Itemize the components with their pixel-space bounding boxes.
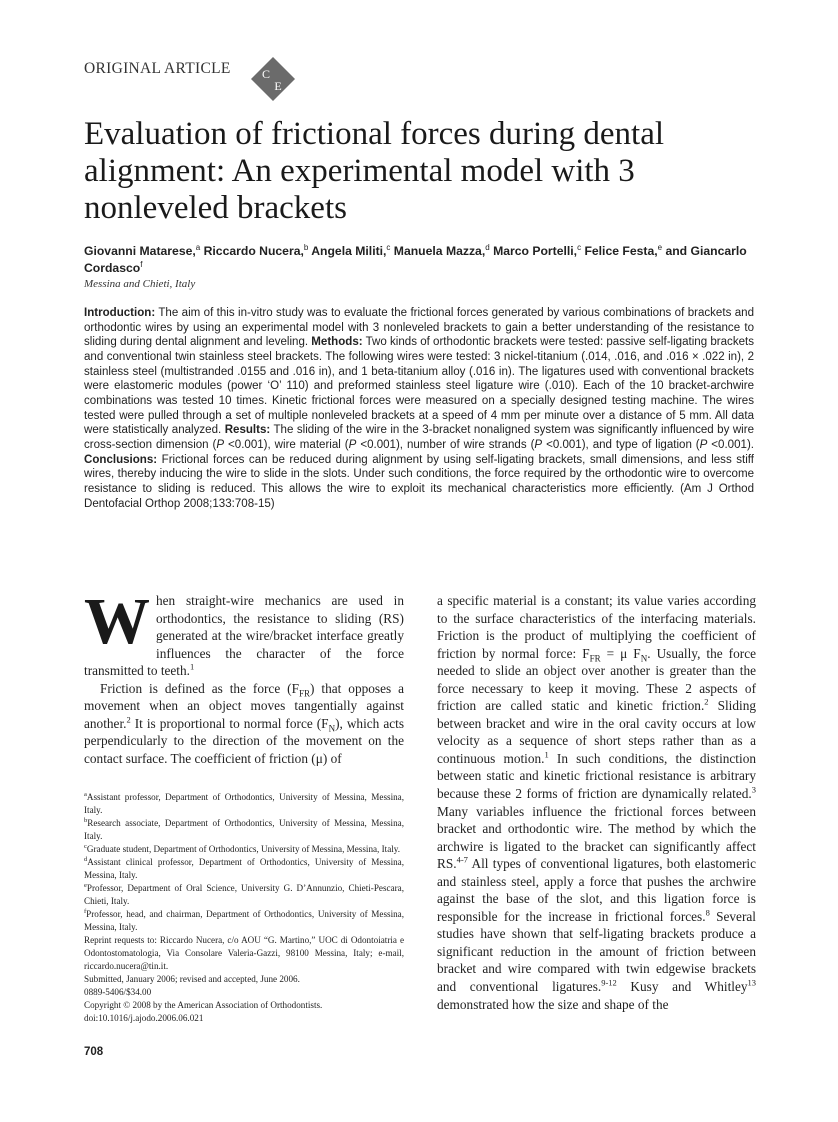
- citation-ref: 2: [704, 696, 709, 707]
- body-text: Many variables influence the frictional forces between bracket and orthodontic wire. The method by which the archwire is ligated to the bracket can significantly affect RS.: [437, 803, 756, 872]
- body-text: In such conditions, the distinction between static and kinetic frictional resistance is arbitrary because these 2 forms of friction are dynamically related.: [437, 750, 756, 802]
- p-symbol: P: [348, 438, 357, 451]
- copyright: Copyright © 2008 by the American Association of Orthodontists.: [84, 1000, 323, 1010]
- citation-ref: 13: [747, 977, 757, 988]
- footnote-mark: a: [84, 790, 87, 798]
- ce-logo-letter-c: C: [261, 67, 271, 81]
- footnote-text: Professor, Department of Oral Science, University G. D’Annunzio, Chieti-Pescara, Chieti, Italy.: [84, 883, 404, 906]
- author-affil-mark: f: [140, 259, 143, 269]
- reprint-requests: Reprint requests to: Riccardo Nucera, c/o AOU “G. Martino,” UOC di Odontoiatria e Odontostomatologia, Via Consolare Valeria-Gazzi, 98100 Messina, Italy; e-mail, riccardo.nucera@tin.it.: [84, 935, 404, 971]
- footnote-text: Assistant professor, Department of Orthodontics, University of Messina, Messina, Italy.: [84, 792, 404, 815]
- footnote-text: Graduate student, Department of Orthodontics, University of Messina, Messina, Italy.: [86, 844, 401, 854]
- abstract-results-label: Results:: [224, 424, 271, 437]
- body-text: All types of conventional ligatures, both elastomeric and stainless steel, apply a force that pushes the archwire against the base of the slot, and this ligation force is responsible for the increase in frictional forces.: [437, 856, 756, 924]
- abstract-introduction: The aim of this in-vitro study was to evaluate the frictional forces generated by various combinations of brackets and orthodontic wires by using an experimental model with 3 nonleveled brackets to gain a better understanding of the resistance to sliding during dental alignment and leveling.: [84, 307, 754, 349]
- author-affil-mark: c: [577, 242, 582, 252]
- footnote-text: Assistant clinical professor, Department of Orthodontics, University of Messina, Messina, Italy.: [84, 857, 404, 880]
- abstract-results: <0.001), and type of ligation (: [542, 438, 700, 451]
- footnote: [84, 856, 404, 882]
- ce-logo-letter-e: E: [274, 79, 282, 93]
- author-affil-mark: b: [303, 242, 309, 252]
- author-name: Manuela Mazza,: [390, 244, 486, 258]
- page-number: 708: [84, 1046, 104, 1058]
- body-text: ) that opposes a movement when an object moves tangentially against another.: [84, 680, 404, 731]
- submission-dates: Submitted, January 2006; revised and accepted, June 2006.: [84, 974, 300, 984]
- author-affil-mark: a: [195, 242, 201, 252]
- article-title: Evaluation of frictional forces during dental alignment: An experimental model with 3 nonleveled brackets: [84, 116, 665, 226]
- ce-logo-diamond: [251, 57, 295, 101]
- issn: 0889-5406/$34.00: [84, 987, 152, 997]
- footnote-mark: b: [84, 816, 88, 824]
- author-affil-mark: e: [657, 242, 663, 252]
- footnote-mark: c: [84, 842, 87, 850]
- footnote: [84, 791, 404, 817]
- abstract-introduction-label: Introduction:: [84, 307, 156, 319]
- section-label: ORIGINAL ARTICLE: [84, 60, 231, 77]
- footnote-text: Professor, head, and chairman, Department of Orthodontics, University of Messina, Messina, Italy.: [84, 909, 404, 932]
- subscript: FR: [589, 653, 601, 664]
- footnote: [84, 843, 404, 856]
- footnote-mark: d: [84, 855, 88, 863]
- footnote-mark: f: [84, 907, 87, 915]
- author-affil-mark: d: [485, 242, 490, 252]
- abstract: [84, 306, 754, 511]
- abstract-results: <0.001), number of wire strands (: [356, 438, 535, 451]
- author-name: Felice Festa,: [581, 244, 658, 258]
- citation-ref: 9-12: [601, 977, 617, 988]
- footnote: [84, 908, 404, 934]
- abstract-results: The sliding of the wire in the 3-bracket nonaligned system was significantly influenced by wire cross-section dimension (: [84, 424, 755, 451]
- citation-ref: 3: [751, 784, 756, 795]
- body-paragraph: [437, 592, 756, 1013]
- author-name: Marco Portelli,: [489, 244, 578, 258]
- affiliation-location: Messina and Chieti, Italy: [84, 278, 196, 290]
- author-name: Riccardo Nucera,: [200, 244, 304, 258]
- footnote: [84, 882, 404, 908]
- author-list: [84, 243, 764, 277]
- author-affil-mark: c: [386, 242, 391, 252]
- subscript: N: [640, 653, 648, 664]
- citation-ref: 1: [544, 749, 549, 760]
- abstract-conclusions: Frictional forces can be reduced during alignment by using self-ligating brackets, small dimensions, and less stiff wires, thereby inducing the wire to slide in the slots. Under such conditions, the force required by the orthodontic wire to overcome resistance to sliding is reduced. This allows the wire to exploit its mechanical characteristics more efficiently. (Am J Orthod Dentofacial Orthop 2008;133:708-15): [84, 453, 754, 510]
- p-symbol: P: [534, 438, 543, 451]
- subscript: FR: [299, 688, 311, 699]
- footnotes: [84, 791, 404, 1025]
- body-text: ), which acts perpendicularly to the direction of the movement on the contact surface. The coefficient of friction (μ) of: [84, 715, 404, 766]
- footnote-text: Research associate, Department of Orthodontics, University of Messina, Messina, Italy.: [84, 818, 404, 841]
- body-paragraph: [84, 585, 404, 680]
- body-text: Friction is defined as the force (F: [100, 680, 300, 696]
- body-text: = μ F: [600, 645, 641, 661]
- body-text: It is proportional to normal force (F: [130, 715, 329, 731]
- body-column-right: [437, 592, 756, 1013]
- body-text: hen straight-wire mechanics are used in orthodontics, the resistance to sliding (RS) generated at the wire/bracket interface greatly influences the character of the force transmitted to teeth.: [84, 593, 404, 679]
- doi: doi:10.1016/j.ajodo.2006.06.021: [84, 1013, 204, 1023]
- abstract-conclusions-label: Conclusions:: [84, 453, 158, 466]
- body-column-left: [84, 585, 404, 767]
- body-text: demonstrated how the size and shape of the: [437, 996, 669, 1012]
- ce-logo: [250, 56, 296, 102]
- body-text: . Usually, the force needed to slide an object over another is greater than the force necessary to keep it moving. These 2 aspects of friction are called static and kinetic friction.: [437, 645, 756, 714]
- author-name: and Giancarlo Cordasco: [84, 244, 747, 275]
- body-text: Sliding between bracket and wire in the oral cavity occurs at low velocity as a sequence of short steps rather than as a continuous motion.: [437, 698, 756, 766]
- body-text: a specific material is a constant; its value varies according to the surface characteristics of the interfacing materials. Friction is the product of multiplying the coefficient of friction by normal force: F: [437, 593, 756, 661]
- abstract-results: <0.001).: [707, 438, 754, 451]
- subscript: N: [328, 723, 336, 734]
- footnote-mark: e: [84, 881, 87, 889]
- p-symbol: P: [699, 438, 708, 451]
- body-text: Several studies have shown that self-ligating brackets produce a significant reduction in the amount of friction between bracket and wire compared with twin edgewise brackets and conventional ligatures.: [437, 908, 756, 995]
- body-text: Kusy and Whitley: [616, 979, 748, 995]
- abstract-methods-label: Methods:: [311, 336, 363, 349]
- drop-cap: W: [84, 585, 150, 658]
- p-symbol: P: [216, 438, 225, 451]
- author-name: Angela Militi,: [308, 244, 387, 258]
- citation-ref: 4-7: [456, 854, 468, 865]
- citation-ref: 1: [189, 661, 195, 672]
- body-paragraph: [84, 680, 404, 768]
- citation-ref: 2: [126, 714, 131, 725]
- abstract-results: <0.001), wire material (: [224, 438, 349, 451]
- author-name: Giovanni Matarese,: [84, 244, 196, 258]
- footnote: [84, 817, 404, 843]
- abstract-methods: Two kinds of orthodontic brackets were tested: passive self-ligating brackets and conventional twin stainless steel brackets. The following wires were tested: 3 nickel-titanium (.014, .016, and .016 × .022 in), 2 stainless steel (multistranded .0155 and .016 in), and 1 beta-titanium alloy (.016 in). The ligatures used with conventional brackets were elastomeric modules (power ‘O’ 110) and preformed stainless steel ligature wire (.010). Each of the 10 bracket-archwire combinations was tested 10 times. Kinetic frictional forces were measured on a specially designed testing machine. The wires tested were pulled through a set of multiple nonleveled brackets at a speed of 4 mm per minute over a distance of 5 mm. All data were statistically analyzed.: [84, 336, 754, 437]
- citation-ref: 8: [705, 907, 710, 918]
